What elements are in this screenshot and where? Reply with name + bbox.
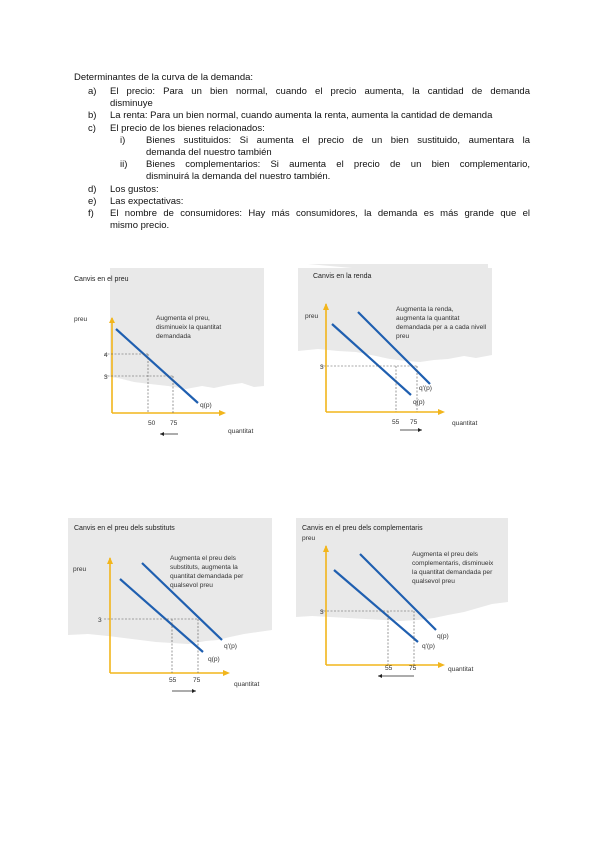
x-axis-label: quantitat — [228, 428, 254, 435]
x-axis-label: quantitat — [448, 666, 474, 673]
chart-svg — [68, 268, 268, 443]
chart-svg — [296, 518, 511, 688]
list-text-line: disminuirá la demanda del nuestro también. — [146, 171, 331, 183]
y-axis-label: preu — [305, 313, 319, 320]
curve-label: q(p) — [200, 402, 212, 409]
shift-arrowhead — [378, 674, 382, 678]
list-text-line: Las expectativas: — [110, 195, 184, 207]
curve-label: q(p) — [208, 656, 220, 663]
price-tick-label: 3 — [320, 609, 324, 616]
shift-arrowhead — [418, 428, 422, 432]
annotation-line: Augmenta el preu, — [156, 315, 210, 322]
annotation-line: demandada per a a cada nivell — [396, 324, 487, 331]
annotation-line: Augmenta el preu dels — [170, 555, 236, 562]
qty-tick-label: 75 — [410, 419, 418, 426]
list-text-line: Bienes sustituidos: Si aumenta el precio de un bien sustituido, aumentara la — [146, 134, 530, 146]
list-item-e — [74, 196, 530, 208]
annotation-line: demandada — [156, 333, 191, 340]
x-axis-arrowhead — [223, 670, 230, 676]
chart-background — [68, 518, 272, 644]
list-subitem-ii — [74, 159, 530, 183]
qty-tick-label: 75 — [193, 677, 201, 684]
curve-label: q'(p) — [419, 385, 432, 392]
qty-tick-label: 75 — [170, 420, 178, 427]
list-marker: c) — [88, 122, 96, 134]
list-text-line: El precio: Para un bien normal, cuando el precio aumenta, la cantidad de demanda — [110, 86, 530, 97]
chart-income-change — [296, 264, 496, 439]
list-marker: b) — [88, 110, 97, 122]
curve-label: q(p) — [437, 633, 449, 640]
qty-tick-label: 75 — [409, 665, 417, 672]
shift-arrowhead — [160, 432, 164, 436]
price-tick-label: 3 — [98, 617, 102, 624]
chart-title: Canvis en el preu dels complementaris — [302, 525, 423, 532]
y-axis-label: preu — [73, 566, 87, 573]
shift-arrowhead — [192, 689, 196, 693]
list-item-f — [74, 208, 530, 232]
x-axis-arrowhead — [219, 410, 226, 416]
determinants-list — [74, 86, 530, 232]
curve-label: q(p) — [413, 399, 425, 406]
list-item-d — [74, 184, 530, 196]
y-axis-label: preu — [74, 316, 88, 323]
annotation-line: la quantitat demandada per — [412, 569, 493, 576]
annotation-line: Augmenta la renda, — [396, 306, 454, 313]
curve-label: q'(p) — [224, 643, 237, 650]
curve-label: q'(p) — [422, 643, 435, 650]
list-marker: ii) — [120, 159, 128, 171]
qty-tick-label: 55 — [385, 665, 393, 672]
list-item-b — [74, 110, 530, 122]
chart-svg — [296, 264, 496, 439]
list-item-a — [74, 86, 530, 110]
x-axis-arrowhead — [438, 662, 445, 668]
price-tick-label: 4 — [104, 352, 108, 359]
annotation-line: substituts, augmenta la — [170, 564, 238, 571]
qty-tick-label: 50 — [148, 420, 156, 427]
x-axis-label: quantitat — [234, 681, 260, 688]
page-heading: Determinantes de la curva de la demanda: — [74, 72, 254, 83]
list-marker: a) — [88, 86, 97, 97]
list-text-line: El nombre de consumidores: Hay más consumidores, la demanda es más grande que el — [110, 208, 530, 220]
list-marker: i) — [120, 134, 126, 146]
list-text-line: disminuye — [110, 98, 153, 110]
list-text-line: La renta: Para un bien normal, cuando aumenta la renta, aumenta la cantidad de demanda — [110, 110, 493, 122]
chart-title: Canvis en el preu — [74, 276, 129, 283]
annotation-line: qualsevol preu — [170, 582, 213, 589]
annotation-line: augmenta la quantitat — [396, 315, 460, 322]
x-axis-label: quantitat — [452, 420, 478, 427]
chart-complements-change — [296, 518, 511, 688]
chart-substitutes-change — [68, 518, 278, 698]
y-axis-label: preu — [302, 535, 316, 542]
annotation-line: complementaris, disminueix — [412, 560, 494, 567]
chart-price-change — [68, 268, 268, 443]
annotation-line: disminueix la quantitat — [156, 324, 222, 331]
list-text-line: demanda del nuestro también — [146, 147, 272, 159]
x-axis-arrowhead — [438, 409, 445, 415]
annotation-line: Augmenta el preu dels — [412, 551, 478, 558]
list-marker: e) — [88, 195, 97, 207]
annotation-line: qualsevol preu — [412, 578, 455, 585]
list-subitem-i — [74, 135, 530, 159]
chart-svg — [68, 518, 278, 698]
qty-tick-label: 55 — [169, 677, 177, 684]
list-marker: f) — [88, 208, 94, 220]
annotation-line: preu — [396, 333, 410, 340]
chart-title: Canvis en la renda — [313, 273, 372, 280]
price-tick-label: 3 — [320, 364, 324, 371]
list-text-line: El precio de los bienes relacionados: — [110, 122, 265, 134]
list-item-c — [74, 123, 530, 135]
chart-title: Canvis en el preu dels substituts — [74, 525, 175, 532]
list-text-line: mismo precio. — [110, 220, 170, 232]
price-tick-label: 3 — [104, 374, 108, 381]
list-marker: d) — [88, 183, 97, 195]
annotation-line: quantitat demandada per — [170, 573, 244, 580]
list-text-line: Bienes complementarios: Si aumenta el precio de un bien complementario, — [146, 159, 530, 171]
list-text-line: Los gustos: — [110, 183, 159, 195]
qty-tick-label: 55 — [392, 419, 400, 426]
